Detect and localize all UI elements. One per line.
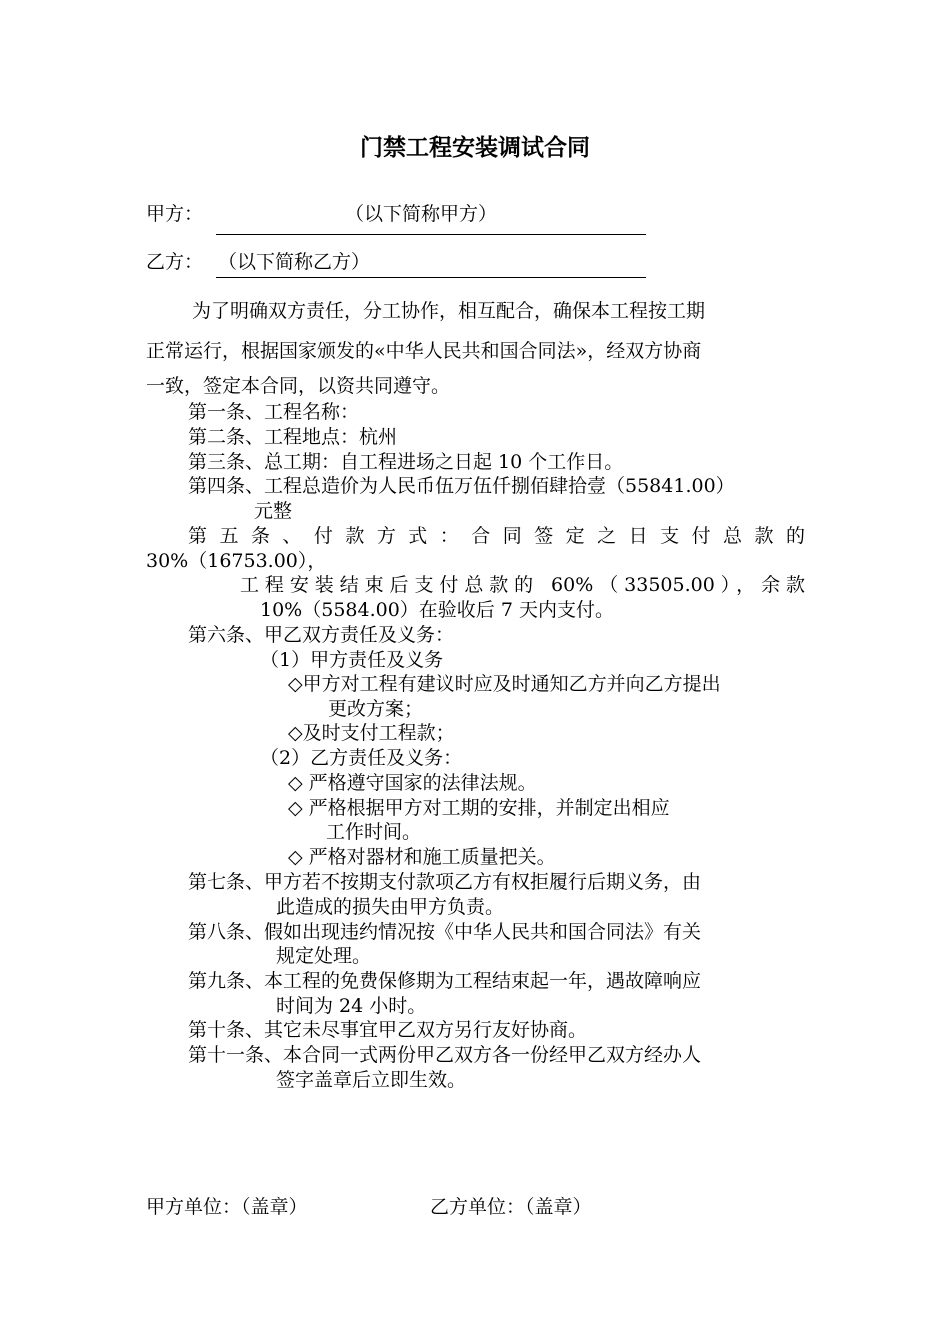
article-5-line-3: 工程安装结束后支付总款的 60%（33505.00），余款	[240, 574, 805, 596]
article-4-line-1: 第四条、工程总造价为人民币伍万伍仟捌佰肆拾壹（55841.00）	[188, 475, 735, 497]
party-a-underline	[216, 234, 646, 235]
article-5-line-1: 第 五 条 、 付 款 方 式 ： 合 同 签 定 之 日 支 付 总 款 的	[188, 525, 805, 547]
party-b-signature: 乙方单位：（盖章）	[430, 1196, 592, 1218]
article-6: 第六条、甲乙双方责任及义务：	[188, 624, 455, 646]
article-5-line-2: 30%（16753.00），	[146, 550, 327, 572]
article-6-sub-2-item-2-line-2: 工作时间。	[326, 821, 422, 843]
intro-line-3: 一致，签定本合同，以资共同遵守。	[146, 375, 451, 397]
article-5-line-4: 10%（5584.00）在验收后 7 天内支付。	[260, 599, 614, 621]
article-4-line-2: 元整	[254, 500, 293, 522]
article-3: 第三条、总工期：自工程进场之日起 10 个工作日。	[188, 451, 624, 473]
article-1: 第一条、工程名称：	[188, 401, 360, 423]
article-6-sub-1-item-1-line-1: ◇甲方对工程有建议时应及时通知乙方并向乙方提出	[288, 673, 721, 695]
document-title: 门禁工程安装调试合同	[360, 134, 590, 161]
party-b-label: 乙方：	[146, 251, 204, 273]
intro-line-2: 正常运行，根据国家颁发的«中华人民共和国合同法»，经双方协商	[146, 340, 702, 362]
article-10: 第十条、其它未尽事宜甲乙双方另行友好协商。	[188, 1019, 588, 1041]
article-6-sub-2: （2）乙方责任及义务：	[260, 747, 463, 769]
intro-line-1: 为了明确双方责任，分工协作，相互配合，确保本工程按工期	[192, 300, 706, 322]
article-11-line-1: 第十一条、本合同一式两份甲乙双方各一份经甲乙双方经办人	[188, 1044, 702, 1066]
article-6-sub-2-item-2-line-1: ◇ 严格根据甲方对工期的安排，并制定出相应	[288, 797, 670, 819]
party-b-underline	[216, 277, 646, 278]
party-a-note: （以下简称甲方）	[345, 203, 498, 225]
article-6-sub-1: （1）甲方责任及义务	[260, 649, 444, 671]
article-8-line-1: 第八条、假如出现违约情况按《中华人民共和国合同法》有关	[188, 921, 702, 943]
article-6-sub-2-item-1: ◇ 严格遵守国家的法律法规。	[288, 772, 537, 794]
party-a-label: 甲方：	[146, 203, 204, 225]
article-2: 第二条、工程地点：杭州	[188, 426, 398, 448]
article-9-line-2: 时间为 24 小时。	[276, 995, 427, 1017]
article-6-sub-2-item-3: ◇ 严格对器材和施工质量把关。	[288, 846, 556, 868]
party-b-note: （以下简称乙方）	[218, 251, 371, 273]
article-11-line-2: 签字盖章后立即生效。	[276, 1069, 467, 1091]
article-6-sub-1-item-2: ◇及时支付工程款；	[288, 722, 455, 744]
article-9-line-1: 第九条、本工程的免费保修期为工程结束起一年，遇故障响应	[188, 970, 702, 992]
article-7-line-2: 此造成的损失由甲方负责。	[276, 896, 505, 918]
article-7-line-1: 第七条、甲方若不按期支付款项乙方有权拒履行后期义务，由	[188, 871, 702, 893]
party-a-signature: 甲方单位：（盖章）	[146, 1196, 308, 1218]
article-6-sub-1-item-1-line-2: 更改方案；	[328, 698, 424, 720]
article-8-line-2: 规定处理。	[276, 945, 372, 967]
